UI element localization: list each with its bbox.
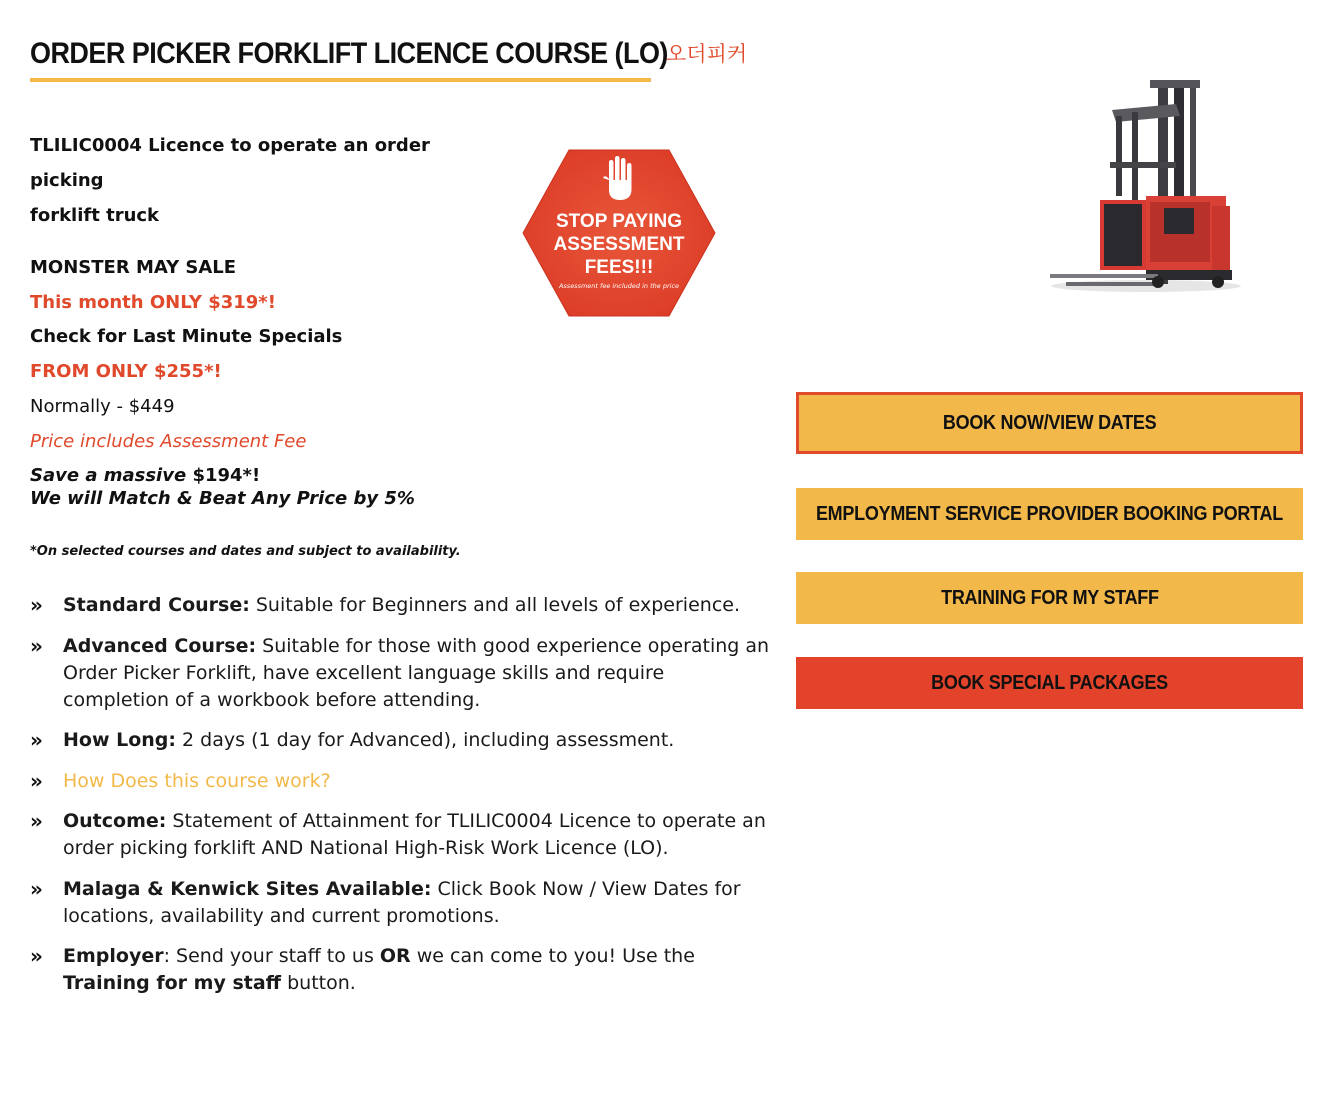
chevron-right-icon: » — [30, 944, 43, 968]
badge-line3: FEES!!! — [584, 257, 654, 278]
employer-text3: button. — [281, 972, 356, 994]
save-prefix: Save a massive — [30, 465, 193, 487]
list-item-employer — [30, 943, 770, 997]
page-title: ORDER PICKER FORKLIFT LICENCE COURSE (LO) — [30, 34, 651, 82]
unit-code-line2: forklift truck — [30, 205, 160, 226]
book-now-button[interactable] — [796, 392, 1303, 454]
esp-booking-portal-label: EMPLOYMENT SERVICE PROVIDER BOOKING PORTAL — [815, 502, 1284, 525]
employer-text2: we can come to you! Use the — [410, 945, 695, 967]
badge-line2: ASSESSMENT — [553, 234, 685, 255]
sale-name: MONSTER MAY SALE — [30, 257, 237, 278]
badge-small-text: Assessment fee included in the price — [558, 282, 680, 290]
outcome-label: Outcome: — [63, 810, 167, 832]
chevron-right-icon: » — [30, 809, 43, 833]
normal-price: Normally - $449 — [30, 395, 175, 417]
price-match-text: We will Match & Beat Any Price by 5% — [30, 488, 415, 509]
list-item-standard — [30, 592, 770, 619]
advanced-label: Advanced Course: — [63, 634, 257, 657]
list-item-sites — [30, 876, 770, 930]
employer-training: Training for my staff — [63, 972, 282, 994]
list-item-how-works — [30, 768, 770, 795]
title-area — [30, 34, 748, 82]
list-item-advanced — [30, 633, 770, 714]
how-long-text: 2 days (1 day for Advanced), including assessment. — [176, 729, 675, 751]
chevron-right-icon: » — [30, 728, 43, 752]
last-minute-specials: Check for Last Minute Specials — [30, 326, 343, 348]
includes-fee-note: Price includes Assessment Fee — [30, 430, 307, 452]
how-course-works-link[interactable]: How Does this course work? — [63, 769, 331, 792]
unit-code — [30, 128, 490, 233]
disclaimer-text: *On selected courses and dates and subject to availability. — [30, 544, 461, 559]
sale-price: This month ONLY $319*! — [30, 291, 276, 313]
outcome-text: Statement of Attainment for TLILIC0004 Licence to operate an order picking forklift AND National High-Risk Work Licence (LO). — [63, 810, 766, 859]
employer-label: Employer — [63, 945, 164, 967]
book-now-label: BOOK NOW/VIEW DATES — [942, 411, 1157, 434]
order-picker-forklift-image — [1046, 76, 1242, 298]
pricing-block — [30, 251, 490, 494]
sites-text: Click Book Now / View Dates for locations, availability and current promotions. — [63, 877, 741, 927]
from-price: FROM ONLY $255*! — [30, 361, 222, 383]
training-for-staff-button[interactable] — [796, 572, 1303, 624]
chevron-right-icon: » — [30, 876, 43, 901]
course-details-list — [30, 592, 770, 1011]
standard-text: Suitable for Beginners and all levels of experience. — [249, 594, 740, 616]
employer-text1: : Send your staff to us — [163, 945, 380, 967]
unit-code-line1: TLILIC0004 Licence to operate an order picking — [30, 135, 430, 191]
book-special-packages-button[interactable] — [796, 657, 1303, 709]
chevron-right-icon: » — [30, 768, 43, 793]
esp-booking-portal-button[interactable] — [796, 488, 1303, 540]
stop-paying-fees-badge — [521, 148, 717, 318]
chevron-right-icon: » — [30, 593, 43, 617]
standard-label: Standard Course: — [63, 594, 250, 616]
korean-label: 오더피커 — [666, 42, 748, 66]
how-long-label: How Long: — [63, 729, 177, 751]
list-item-how-long — [30, 727, 770, 754]
badge-line1: STOP PAYING — [555, 211, 682, 232]
save-amount: $194*! — [192, 465, 261, 487]
list-item-outcome — [30, 808, 770, 862]
advanced-text: Suitable for those with good experience operating an Order Picker Forklift, have excellent language skills and require completion of a workbook before attending. — [63, 634, 770, 711]
stop-hand-icon — [601, 154, 637, 202]
badge-text — [521, 210, 717, 279]
sites-label: Malaga & Kenwick Sites Available: — [63, 877, 432, 900]
employer-or: OR — [379, 945, 411, 967]
training-for-staff-label: TRAINING FOR MY STAFF — [940, 586, 1159, 609]
course-summary — [30, 128, 490, 494]
book-special-packages-label: BOOK SPECIAL PACKAGES — [931, 671, 1168, 694]
chevron-right-icon: » — [30, 633, 43, 658]
